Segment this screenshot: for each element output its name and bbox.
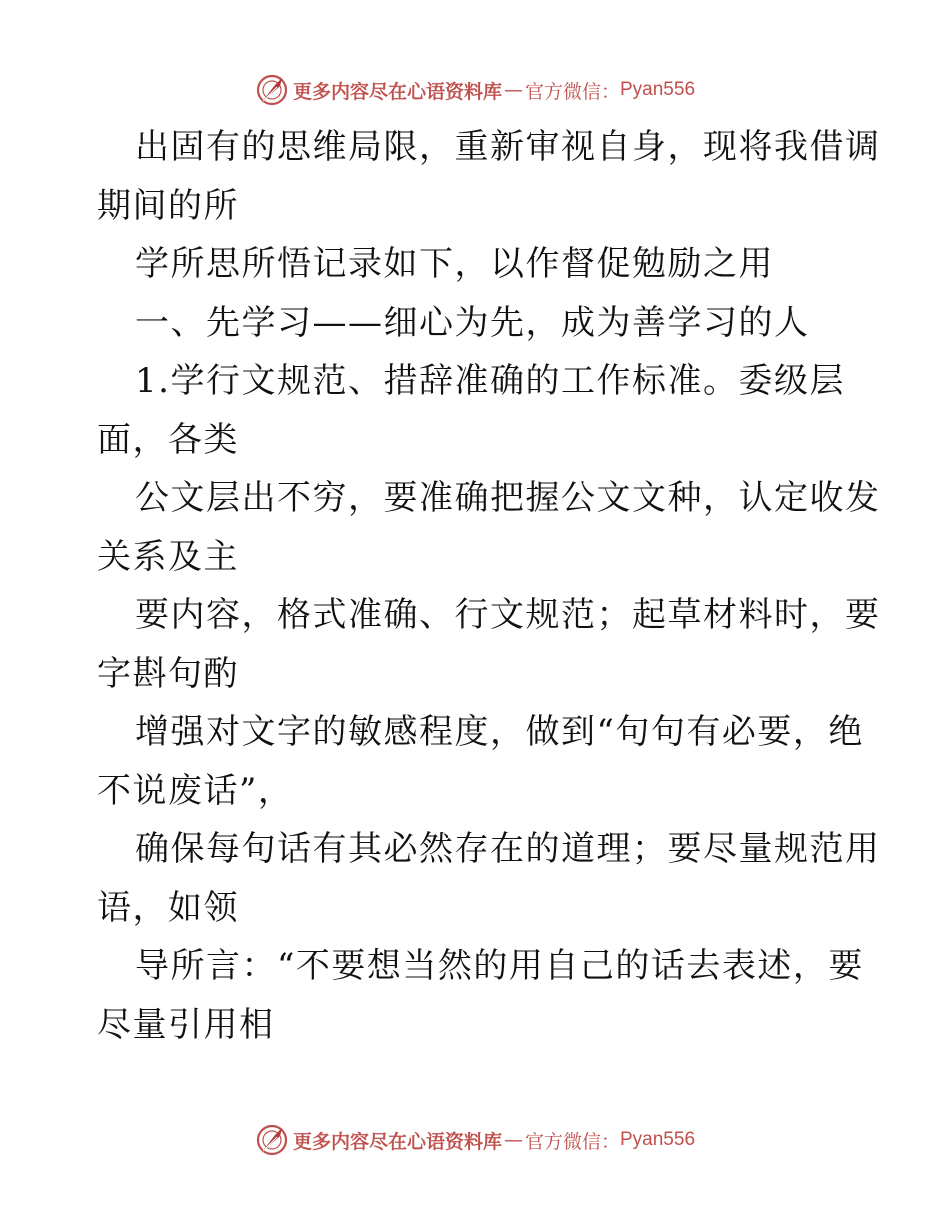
quill-circle-logo-icon [255,73,289,107]
text-line: 要内容，格式准确、行文规范；起草材料时，要 [135,595,881,635]
text-line: 公文层出不穷，要准确把握公文文种，认定收发 [135,478,881,518]
text-line: 1.学行文规范、措辞准确的工作标准。委级层 [135,361,845,401]
quill-circle-logo-icon [255,1123,289,1157]
text-line: 面，各类 [97,419,239,460]
banner-wechat-id: Pyan556 [620,1129,696,1150]
footer-banner [0,1120,950,1160]
text-line: 确保每句话有其必然存在的道理；要尽量规范用 [135,829,881,869]
text-line: 语，如领 [97,887,239,928]
text-line: 字斟句酌 [97,653,239,694]
document-body [97,118,881,1054]
banner-wechat-label: 官方微信： [524,80,620,103]
banner-brand-text: 更多内容尽在心语资料库 [292,80,502,103]
text-line: 出固有的思维局限，重新审视自身，现将我借调 [135,127,881,167]
banner-separator: — [503,79,523,101]
text-line: 学所思所悟记录如下，以作督促勉励之用 [135,244,774,284]
banner-wechat-id: Pyan556 [620,79,696,100]
text-line: 尽量引用相 [97,1004,275,1045]
text-line: 期间的所 [97,185,239,226]
text-line: 不说废话”， [97,770,294,811]
text-line: 一、先学习——细心为先，成为善学习的人 [135,302,810,343]
header-banner [0,70,950,110]
banner-separator: — [503,1129,523,1151]
text-line: 关系及主 [97,536,239,577]
text-line: 导所言：“不要想当然的用自己的话去表述，要 [135,946,864,986]
banner-brand-text: 更多内容尽在心语资料库 [292,1130,502,1153]
banner-wechat-label: 官方微信： [524,1130,620,1153]
text-line: 增强对文字的敏感程度，做到“句句有必要，绝 [135,712,864,752]
